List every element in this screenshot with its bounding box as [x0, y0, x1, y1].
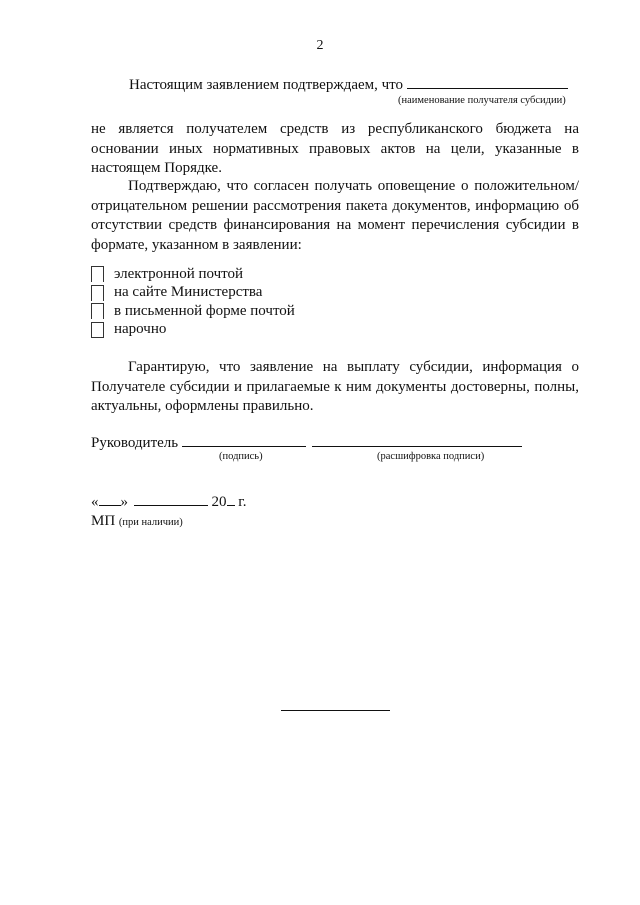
- option-ministry-site-checkbox[interactable]: [91, 285, 104, 301]
- year-prefix: 20: [211, 494, 227, 510]
- year-blank: [227, 492, 235, 506]
- option-post: [91, 302, 295, 321]
- footer-rule: [281, 710, 390, 711]
- signature-blank: [182, 433, 306, 447]
- stamp-line: [91, 513, 183, 530]
- date-line: [91, 492, 246, 511]
- paragraph-not-recipient: не является получателем средств из республиканского бюджета на основании иных нормативных правовых актов на цели, указанные в настоящем Порядке.: [91, 121, 579, 176]
- notification-options-list: [91, 265, 295, 339]
- signature-decode-caption: (расшифровка подписи): [377, 451, 485, 462]
- date-open-quote: «: [91, 494, 99, 510]
- signature-caption: (подпись): [219, 451, 263, 462]
- day-blank: [99, 492, 121, 506]
- year-suffix: г.: [238, 494, 247, 510]
- page-number: 2: [316, 38, 324, 53]
- date-close-quote: »: [120, 494, 128, 510]
- option-post-checkbox[interactable]: [91, 303, 104, 319]
- option-email-label: электронной почтой: [114, 265, 244, 282]
- option-courier-checkbox[interactable]: [91, 322, 104, 338]
- paragraph-notification-consent: Подтверждаю, что согласен получать оповещение о положительном/отрицательном решении рассмотрения пакета документов, информацию об отсутствии средств финансирования на момент перечисления субсидии в формате, указанном в заявлении:: [91, 178, 579, 253]
- paragraph-guarantee: Гарантирую, что заявление на выплату субсидии, информация о Получателе субсидии и прилагаемые к ним документы достоверны, полны, актуальны, оформлены правильно.: [91, 359, 579, 414]
- option-courier-label: нарочно: [114, 321, 167, 338]
- stamp-note: (при наличии): [118, 517, 183, 528]
- option-email-checkbox[interactable]: [91, 266, 104, 282]
- confirm-line: [129, 76, 568, 94]
- recipient-caption: (наименование получателя субсидии): [398, 95, 566, 106]
- stamp-label: МП: [91, 513, 116, 529]
- recipient-name-blank: [407, 76, 568, 89]
- confirm-line-text: Настоящим заявлением подтверждаем, что: [129, 77, 404, 93]
- signature-line: [91, 433, 522, 452]
- option-ministry-site-label: на сайте Министерства: [114, 284, 263, 301]
- option-post-label: в письменной форме почтой: [114, 302, 295, 319]
- signature-label: Руководитель: [91, 435, 179, 451]
- option-email: [91, 265, 295, 284]
- month-blank: [134, 492, 208, 506]
- signature-decode-blank: [312, 433, 522, 447]
- option-courier: [91, 321, 295, 340]
- option-ministry-site: [91, 284, 295, 303]
